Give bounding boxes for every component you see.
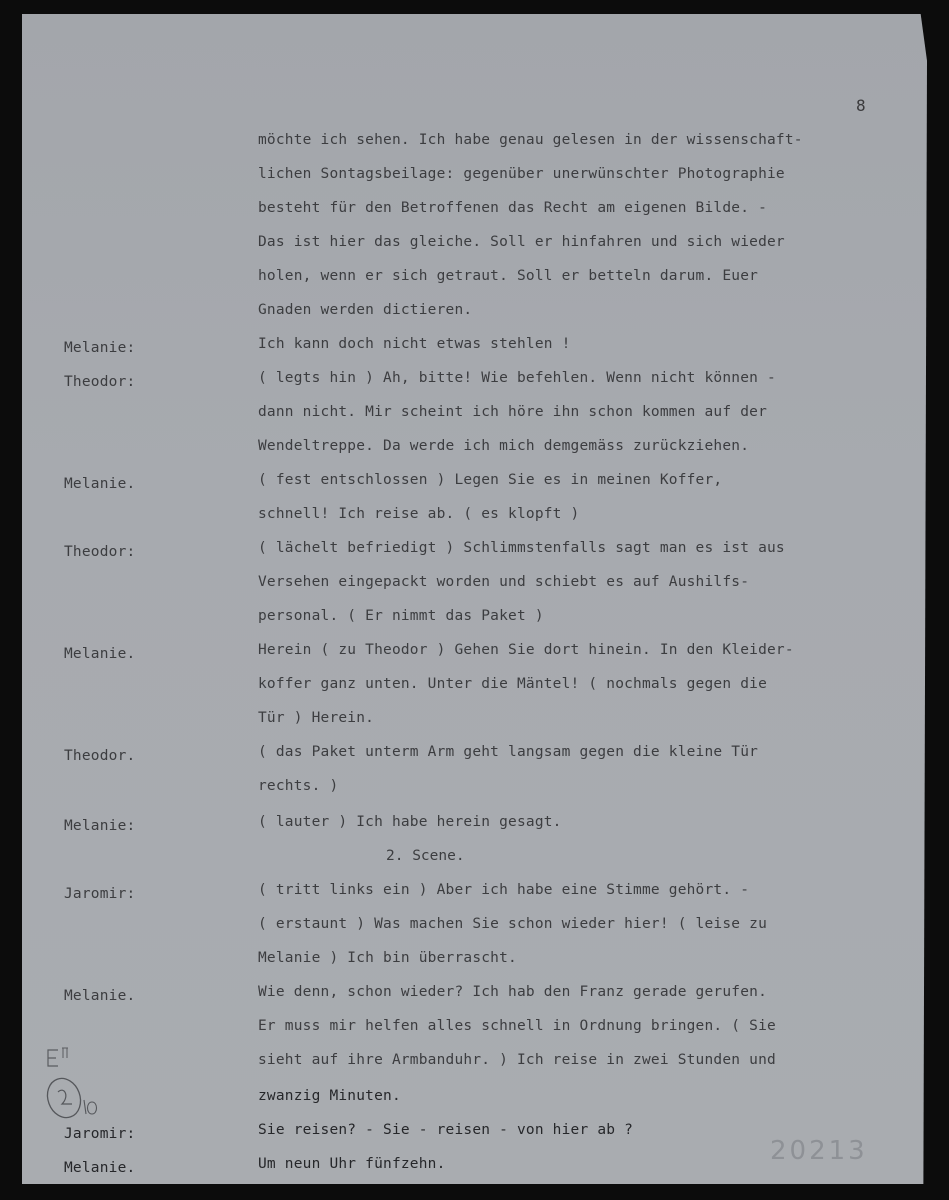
speaker-label: Melanie: <box>64 340 136 356</box>
text-line: Gnaden werden dictieren. <box>258 302 473 318</box>
text-line: holen, wenn er sich getraut. Soll er betteln darum. Euer <box>258 268 759 284</box>
speaker-label: Melanie. <box>64 476 136 492</box>
text-line: besteht für den Betroffenen das Recht am eigenen Bilde. - <box>258 200 767 216</box>
speaker-label: Melanie: <box>64 818 136 834</box>
speaker-label: Theodor. <box>64 748 136 764</box>
text-line: Er muss mir helfen alles schnell in Ordnung bringen. ( Sie <box>258 1018 776 1034</box>
text-line: Sie reisen? - Sie - reisen - von hier ab ? <box>258 1122 634 1138</box>
text-line: Tür ) Herein. <box>258 710 375 726</box>
typescript-page <box>22 14 927 1184</box>
text-line: schnell! Ich reise ab. ( es klopft ) <box>258 506 580 522</box>
text-line: ( das Paket unterm Arm geht langsam gegen die kleine Tür <box>258 744 759 760</box>
text-line: koffer ganz unten. Unter die Mäntel! ( nochmals gegen die <box>258 676 767 692</box>
speaker-label: Theodor: <box>64 544 136 560</box>
speaker-label: Jaromir: <box>64 1126 136 1142</box>
text-line: personal. ( Er nimmt das Paket ) <box>258 608 544 624</box>
text-line: ( lauter ) Ich habe herein gesagt. <box>258 814 562 830</box>
archive-number: 20213 <box>770 1136 868 1166</box>
text-line: zwanzig Minuten. <box>258 1088 401 1104</box>
text-line: Herein ( zu Theodor ) Gehen Sie dort hinein. In den Kleider- <box>258 642 794 658</box>
speaker-label: Jaromir: <box>64 886 136 902</box>
text-line: Um neun Uhr fünfzehn. <box>258 1156 446 1172</box>
text-line: möchte ich sehen. Ich habe genau gelesen in der wissenschaft- <box>258 132 803 148</box>
text-line: Das ist hier das gleiche. Soll er hinfahren und sich wieder <box>258 234 785 250</box>
speaker-label: Melanie. <box>64 646 136 662</box>
text-line: ( legts hin ) Ah, bitte! Wie befehlen. Wenn nicht können - <box>258 370 776 386</box>
text-line: ( tritt links ein ) Aber ich habe eine Stimme gehört. - <box>258 882 750 898</box>
speaker-label: Melanie. <box>64 988 136 1004</box>
text-line: lichen Sontagsbeilage: gegenüber unerwünschter Photographie <box>258 166 785 182</box>
text-line: Ich kann doch nicht etwas stehlen ! <box>258 336 571 352</box>
text-line: Versehen eingepackt worden und schiebt es auf Aushilfs- <box>258 574 750 590</box>
text-line: sieht auf ihre Armbanduhr. ) Ich reise in zwei Stunden und <box>258 1052 776 1068</box>
text-line: ( erstaunt ) Was machen Sie schon wieder hier! ( leise zu <box>258 916 767 932</box>
text-line: Wie denn, schon wieder? Ich hab den Franz gerade gerufen. <box>258 984 767 1000</box>
speaker-label: Melanie. <box>64 1160 136 1176</box>
text-line: ( fest entschlossen ) Legen Sie es in meinen Koffer, <box>258 472 723 488</box>
text-line: Melanie ) Ich bin überrascht. <box>258 950 517 966</box>
page-number: 8 <box>856 96 866 115</box>
text-line: rechts. ) <box>258 778 339 794</box>
text-line: ( lächelt befriedigt ) Schlimmstenfalls sagt man es ist aus <box>258 540 785 556</box>
text-line: dann nicht. Mir scheint ich höre ihn schon kommen auf der <box>258 404 767 420</box>
handwritten-archive-mark <box>36 1040 116 1130</box>
speaker-label: Theodor: <box>64 374 136 390</box>
scene-heading: 2. Scene. <box>386 848 465 864</box>
text-line: Wendeltreppe. Da werde ich mich demgemäss zurückziehen. <box>258 438 750 454</box>
